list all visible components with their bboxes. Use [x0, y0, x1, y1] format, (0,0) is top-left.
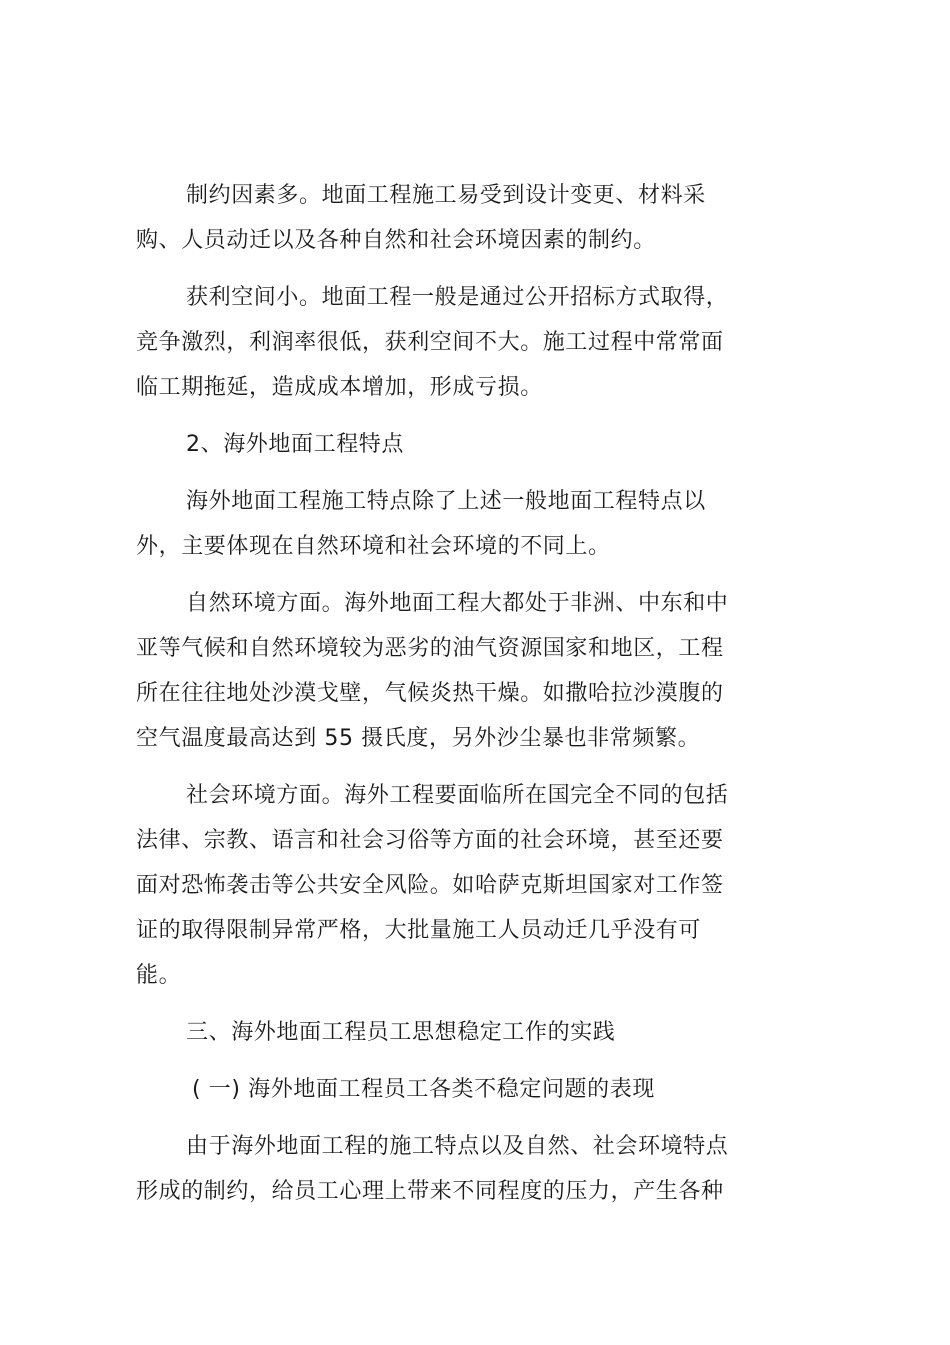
paragraph-social-environment: 社会环境方面。海外工程要面临所在国完全不同的包括法律、宗教、语言和社会习俗等方面的社会环境，甚至还要面对恐怖袭击等公共安全风险。如哈萨克斯坦国家对工作签证的取得限制异常严格，大批量施工人员动迁几乎没有可能。 — [136, 783, 729, 988]
paragraph-constraints: 制约因素多。地面工程施工易受到设计变更、材料采购、人员动迁以及各种自然和社会环境因素的制约。 — [136, 183, 706, 253]
subsection-heading-instability: ( 一) 海外地面工程员工各类不稳定问题的表现 — [192, 1077, 655, 1102]
section-heading-practice: 三、海外地面工程员工思想稳定工作的实践 — [186, 1020, 616, 1045]
paragraph-pressure: 由于海外地面工程的施工特点以及自然、社会环境特点形成的制约，给员工心理上带来不同程度的压力，产生各种 — [136, 1134, 729, 1204]
paragraph-natural-environment: 自然环境方面。海外地面工程大都处于非洲、中东和中亚等气候和自然环境较为恶劣的油气资源国家和地区，工程所在往往地处沙漠戈壁，气候炎热干燥。如撒哈拉沙漠腹的空气温度最高达到 55 摄氏度，另外沙尘暴也非常频繁。 — [136, 591, 729, 751]
paragraph-profit-space: 获利空间小。地面工程一般是通过公开招标方式取得，竞争激烈，利润率很低，获利空间不大。施工过程中常常面临工期拖延，造成成本增加，形成亏损。 — [136, 285, 729, 400]
section-heading-overseas-features: 2、海外地面工程特点 — [186, 432, 404, 457]
document-body — [136, 173, 738, 1214]
paragraph-overseas-features: 海外地面工程施工特点除了上述一般地面工程特点以外，主要体现在自然环境和社会环境的不同上。 — [136, 489, 706, 559]
